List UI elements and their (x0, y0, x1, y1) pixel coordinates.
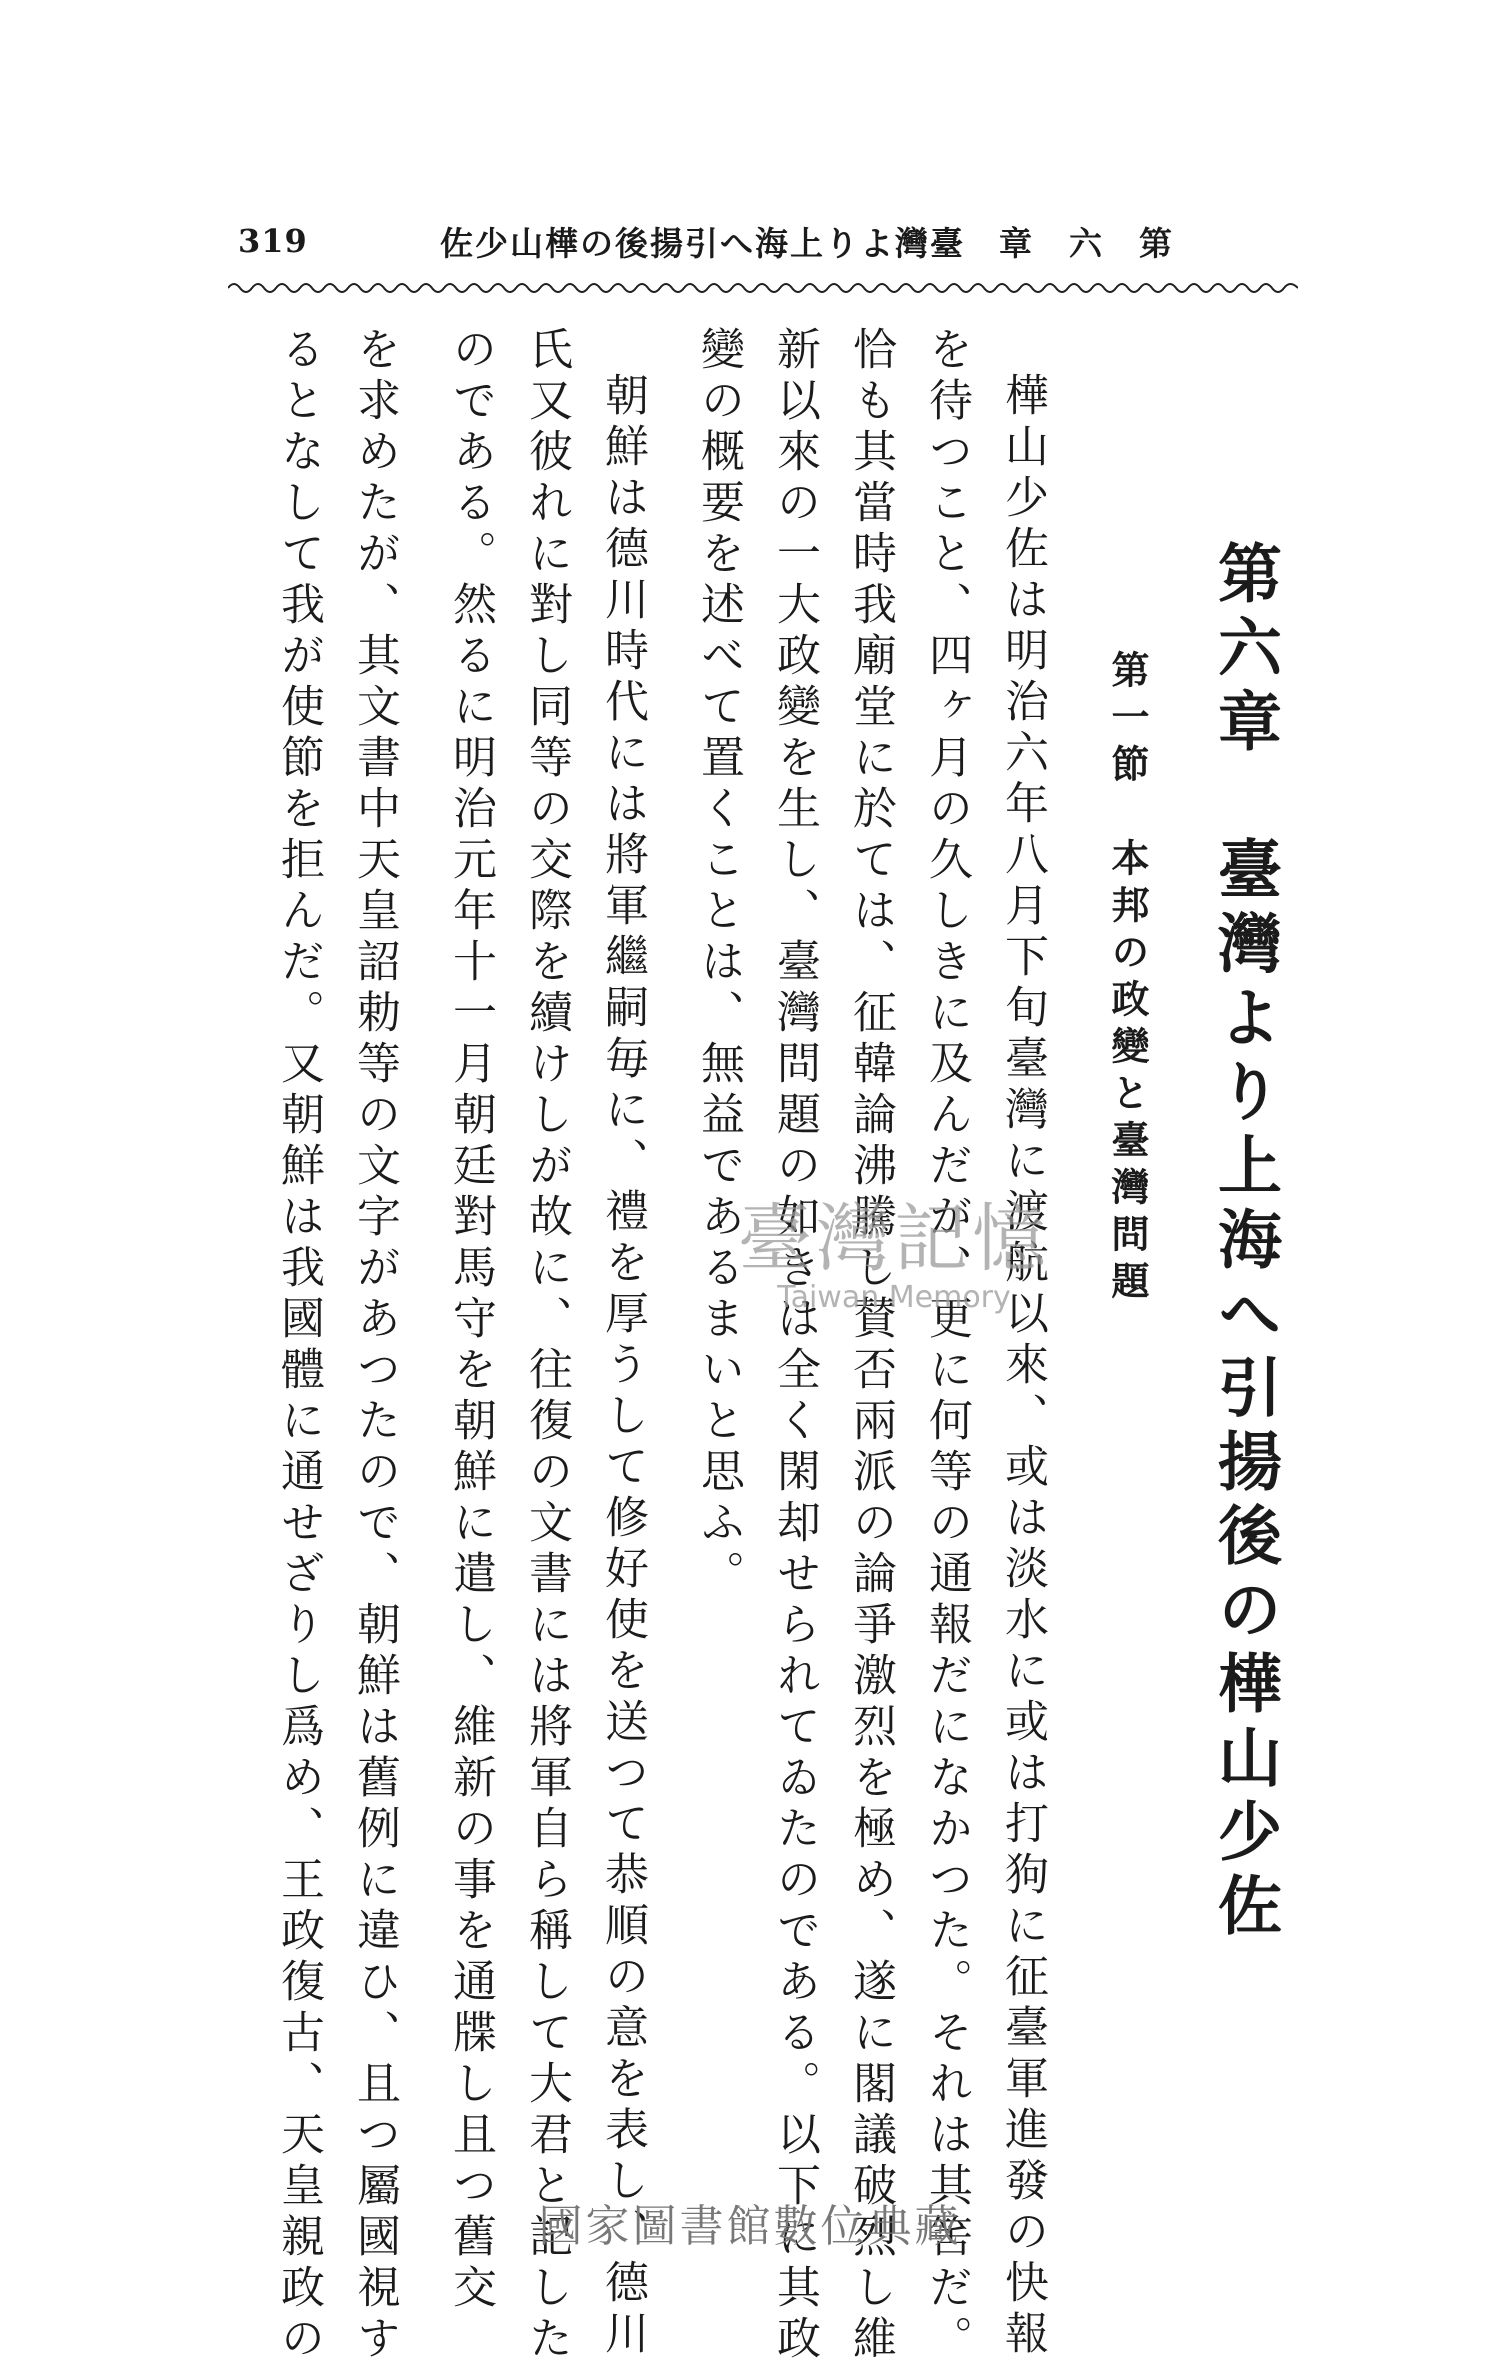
running-head-chapter: 章 六 第 (999, 224, 1174, 263)
text-column: 樺山少佐は明治六年八月下旬臺灣に渡航以來、或は淡水に或は打狗に征臺軍進發の快報 (997, 372, 1048, 2361)
text-column: 朝鮮は德川時代には將軍繼嗣毎に、禮を厚うして修好使を送つて恭順の意を表し、德川 (597, 372, 648, 2361)
chapter-title: 第六章 臺灣より上海へ引揚後の樺山少佐 (1207, 540, 1282, 1946)
text-column: 變の概要を述べて置くことは、無益であるまいと思ふ。 (693, 326, 744, 1601)
text-column: 恰も其當時我廟堂に於ては、征韓論沸騰し賛否兩派の論爭激烈を極め、遂に閣議破烈し維 (845, 326, 896, 2366)
wavy-rule (228, 280, 1298, 296)
text-column: を求めたが、其文書中天皇詔勅等の文字があつたので、朝鮮は舊例に違ひ、且つ屬國視す (349, 326, 400, 2366)
watermark-subtext: Taiwan Memory (777, 1280, 1011, 1315)
watermark (738, 1180, 1050, 1315)
text-column: るとなして我が使節を拒んだ。又朝鮮は我國體に通せざりし爲め、王政復古、天皇親政の (273, 326, 324, 2366)
text-column: 新以來の一大政變を生し、臺灣問題の如きは全く閑却せられてゐたのである。以下に其政 (769, 326, 820, 2366)
text-column: のである。然るに明治元年十一月朝廷對馬守を朝鮮に遣し、維新の事を通牒し且つ舊交 (445, 326, 496, 2315)
footer-credit: 國家圖書館數位典藏 (538, 2201, 962, 2252)
running-head (440, 218, 1174, 265)
watermark-text: 臺灣記憶 (738, 1196, 1050, 1282)
text-column: を待つこと、四ヶ月の久しきに及んだが、更に何等の通報だになかつた。それは其筈だ。 (921, 326, 972, 2366)
page-number: 319 (238, 222, 308, 260)
running-head-title: 佐少山樺の後揚引へ海上りよ灣臺 (440, 224, 965, 263)
section-title: 第一節 本邦の政變と臺灣問題 (1105, 650, 1150, 1308)
text-column: 氏又彼れに對し同等の交際を續けしが故に、往復の文書には將軍自ら稱して大君と記した (521, 326, 572, 2366)
